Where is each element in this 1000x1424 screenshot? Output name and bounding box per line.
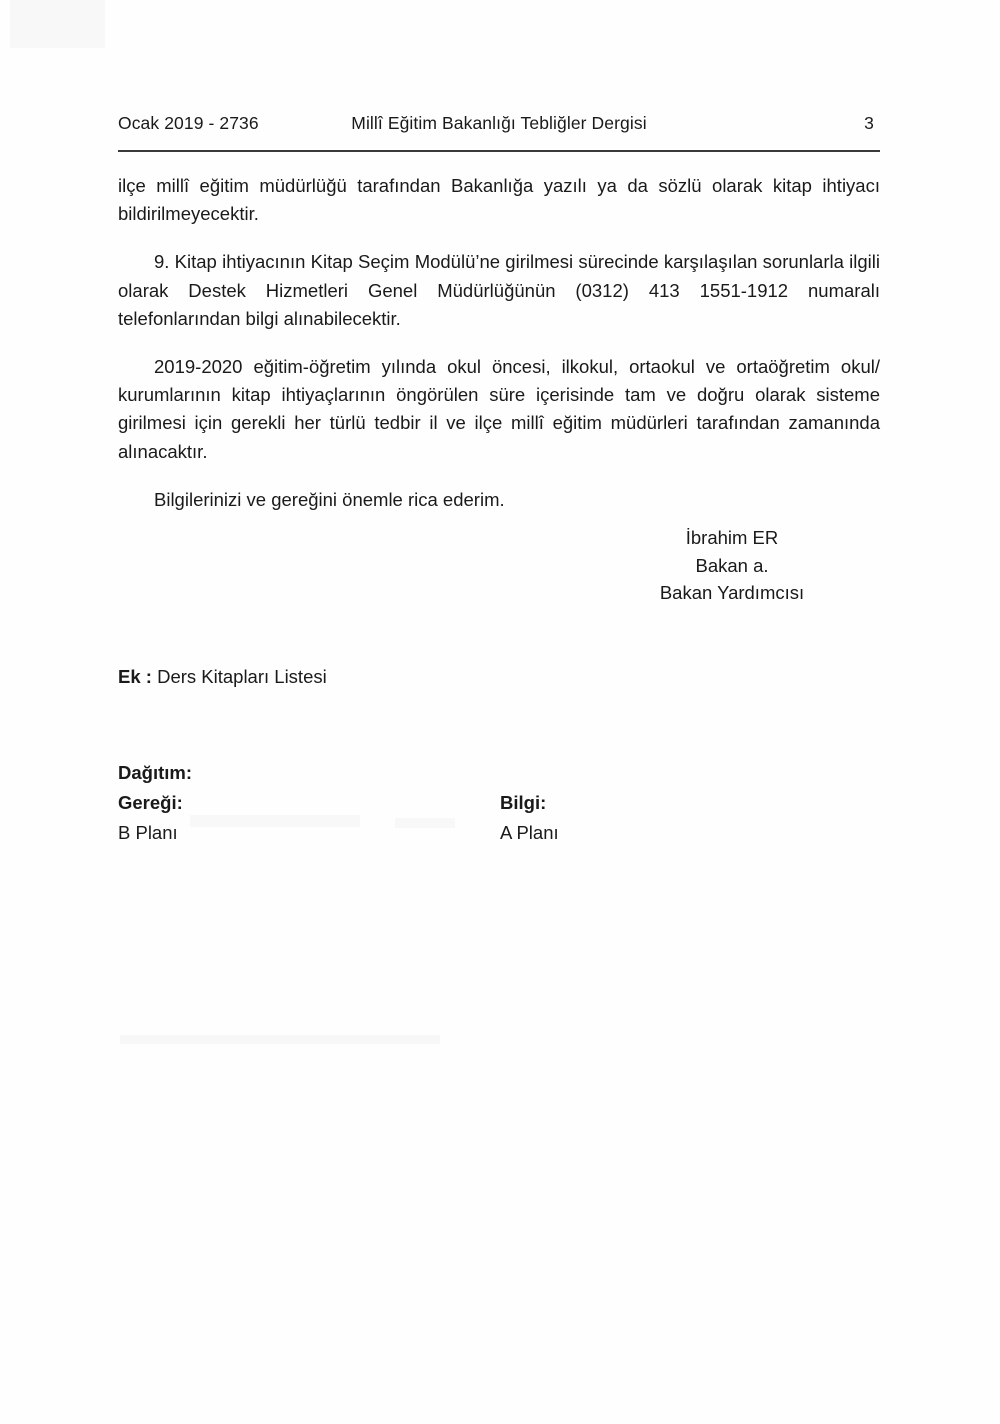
paragraph-continuation: ilçe millî eğitim müdürlüğü tarafından Bakanlığa yazılı ya da sözlü olarak kitap ihtiyacı bildirilmeyecektir. [118, 175, 880, 225]
signatory-on-behalf: Bakan a. [695, 554, 769, 576]
paragraph-school-year: 2019-2020 eğitim-öğretim yılında okul öncesi, ilkokul, ortaokul ve ortaöğretim okul/ kurumlarının kitap ihtiyaçlarının öngörülen süre içerisinde tam ve doğru olarak sisteme girilmesi için gerekli her türlü tedbir il ve ilçe millî eğitim müdürleri tarafından zamanında alınacaktır. [118, 356, 880, 462]
signatory-name: İbrahim ER [685, 527, 779, 548]
paragraph-item-9: 9. Kitap ihtiyacının Kitap Seçim Modülü’ne girilmesi sürecinde karşılaşılan sorunlarla ilgili olarak Destek Hizmetleri Genel Müdürlüğünün (0312) 413 1551-1912 numaralı telefonlarından bilgi alınabilecektir. [118, 251, 880, 329]
scan-artifact [10, 0, 105, 48]
page-header [118, 112, 880, 152]
distribution-title: Dağıtım: [118, 762, 192, 783]
distribution-required-value: B Planı [118, 822, 178, 843]
distribution-headings-row [118, 788, 758, 818]
header-publication-title: Millî Eğitim Bakanlığı Tebliğler Dergisi [351, 113, 647, 133]
distribution-required-heading: Gereği: [118, 792, 183, 813]
page-number: 3 [864, 113, 874, 133]
attachment-label: Ek : [118, 666, 152, 687]
distribution-block [118, 758, 758, 848]
distribution-info-value: A Planı [500, 822, 559, 843]
header-issue-label: Ocak 2019 - 2736 [118, 113, 259, 133]
document-body [118, 172, 880, 514]
scan-artifact [120, 1035, 440, 1044]
signatory-title: Bakan Yardımcısı [659, 582, 805, 603]
distribution-values-row [118, 818, 758, 848]
attachment-line [118, 664, 327, 690]
paragraph-closing: Bilgilerinizi ve gereğini önemle rica ederim. [154, 488, 505, 510]
attachment-value: Ders Kitapları Listesi [157, 666, 327, 687]
distribution-info-heading: Bilgi: [500, 792, 547, 813]
signature-block [612, 524, 852, 607]
